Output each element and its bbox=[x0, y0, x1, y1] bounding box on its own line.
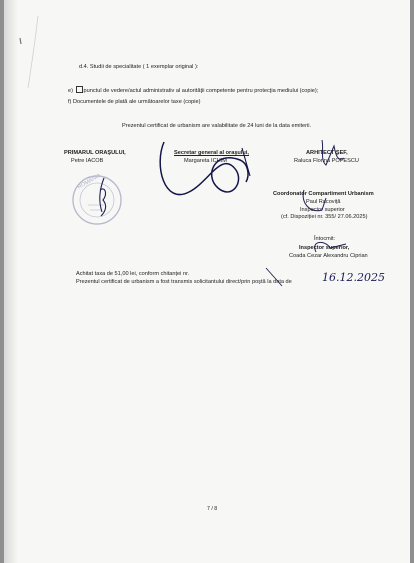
mayor-title: PRIMARUL ORAŞULUI, bbox=[64, 150, 126, 156]
drafted-label: Întocmit: bbox=[314, 236, 336, 242]
item-e-prefix: e) bbox=[68, 88, 73, 94]
stamp-text: ROMÂNIA bbox=[76, 172, 103, 191]
official-stamp bbox=[73, 172, 121, 224]
transmission-note: Prezentul certificat de urbanism a fost transmis solicitantului direct/prin poştă la data de bbox=[76, 279, 292, 285]
secretary-title: Secretar general al oraşului, bbox=[174, 150, 249, 156]
fee-note: Achitat taxa de 51,00 lei, conform chitanței nr. bbox=[76, 271, 190, 277]
page-number: 7 / 8 bbox=[207, 506, 218, 512]
drafted-role: Inspector superior, bbox=[299, 245, 350, 251]
item-d4: d.4. Studii de specialitate ( 1 exemplar original ): bbox=[79, 64, 199, 70]
coordinator-title: Coordonator Compartiment Urbanism bbox=[273, 191, 374, 197]
architect-title: ARHITECT ŞEF, bbox=[306, 150, 348, 156]
secretary-name: Margareta ICHIM bbox=[184, 158, 227, 164]
item-e-text: punctul de vedere/actul administrativ al autorităţii competente pentru protecţia mediului (copie); bbox=[83, 88, 319, 94]
item-f: f) Documentele de plată ale următoarelor taxe (copie) bbox=[68, 99, 201, 105]
document-page bbox=[4, 0, 410, 563]
coordinator-name: Paul Racoviță bbox=[306, 199, 341, 205]
drafted-name: Coada Cezar Alexandru Ciprian bbox=[289, 253, 368, 259]
handwritten-date: 16.12.2025 bbox=[322, 271, 385, 284]
validity-note: Prezentul certificat de urbanism are valabilitate de 24 luni de la data emiterii. bbox=[122, 123, 312, 129]
mayor-name: Petre IACOB bbox=[71, 158, 104, 164]
architect-name: Raluca Florina POPESCU bbox=[294, 158, 359, 164]
coordinator-role: Inspector superior bbox=[300, 207, 345, 213]
coordinator-disposition: (cf. Dispoziției nr. 355/ 27.06.2025) bbox=[281, 214, 368, 220]
signatures-overlay bbox=[4, 0, 410, 563]
